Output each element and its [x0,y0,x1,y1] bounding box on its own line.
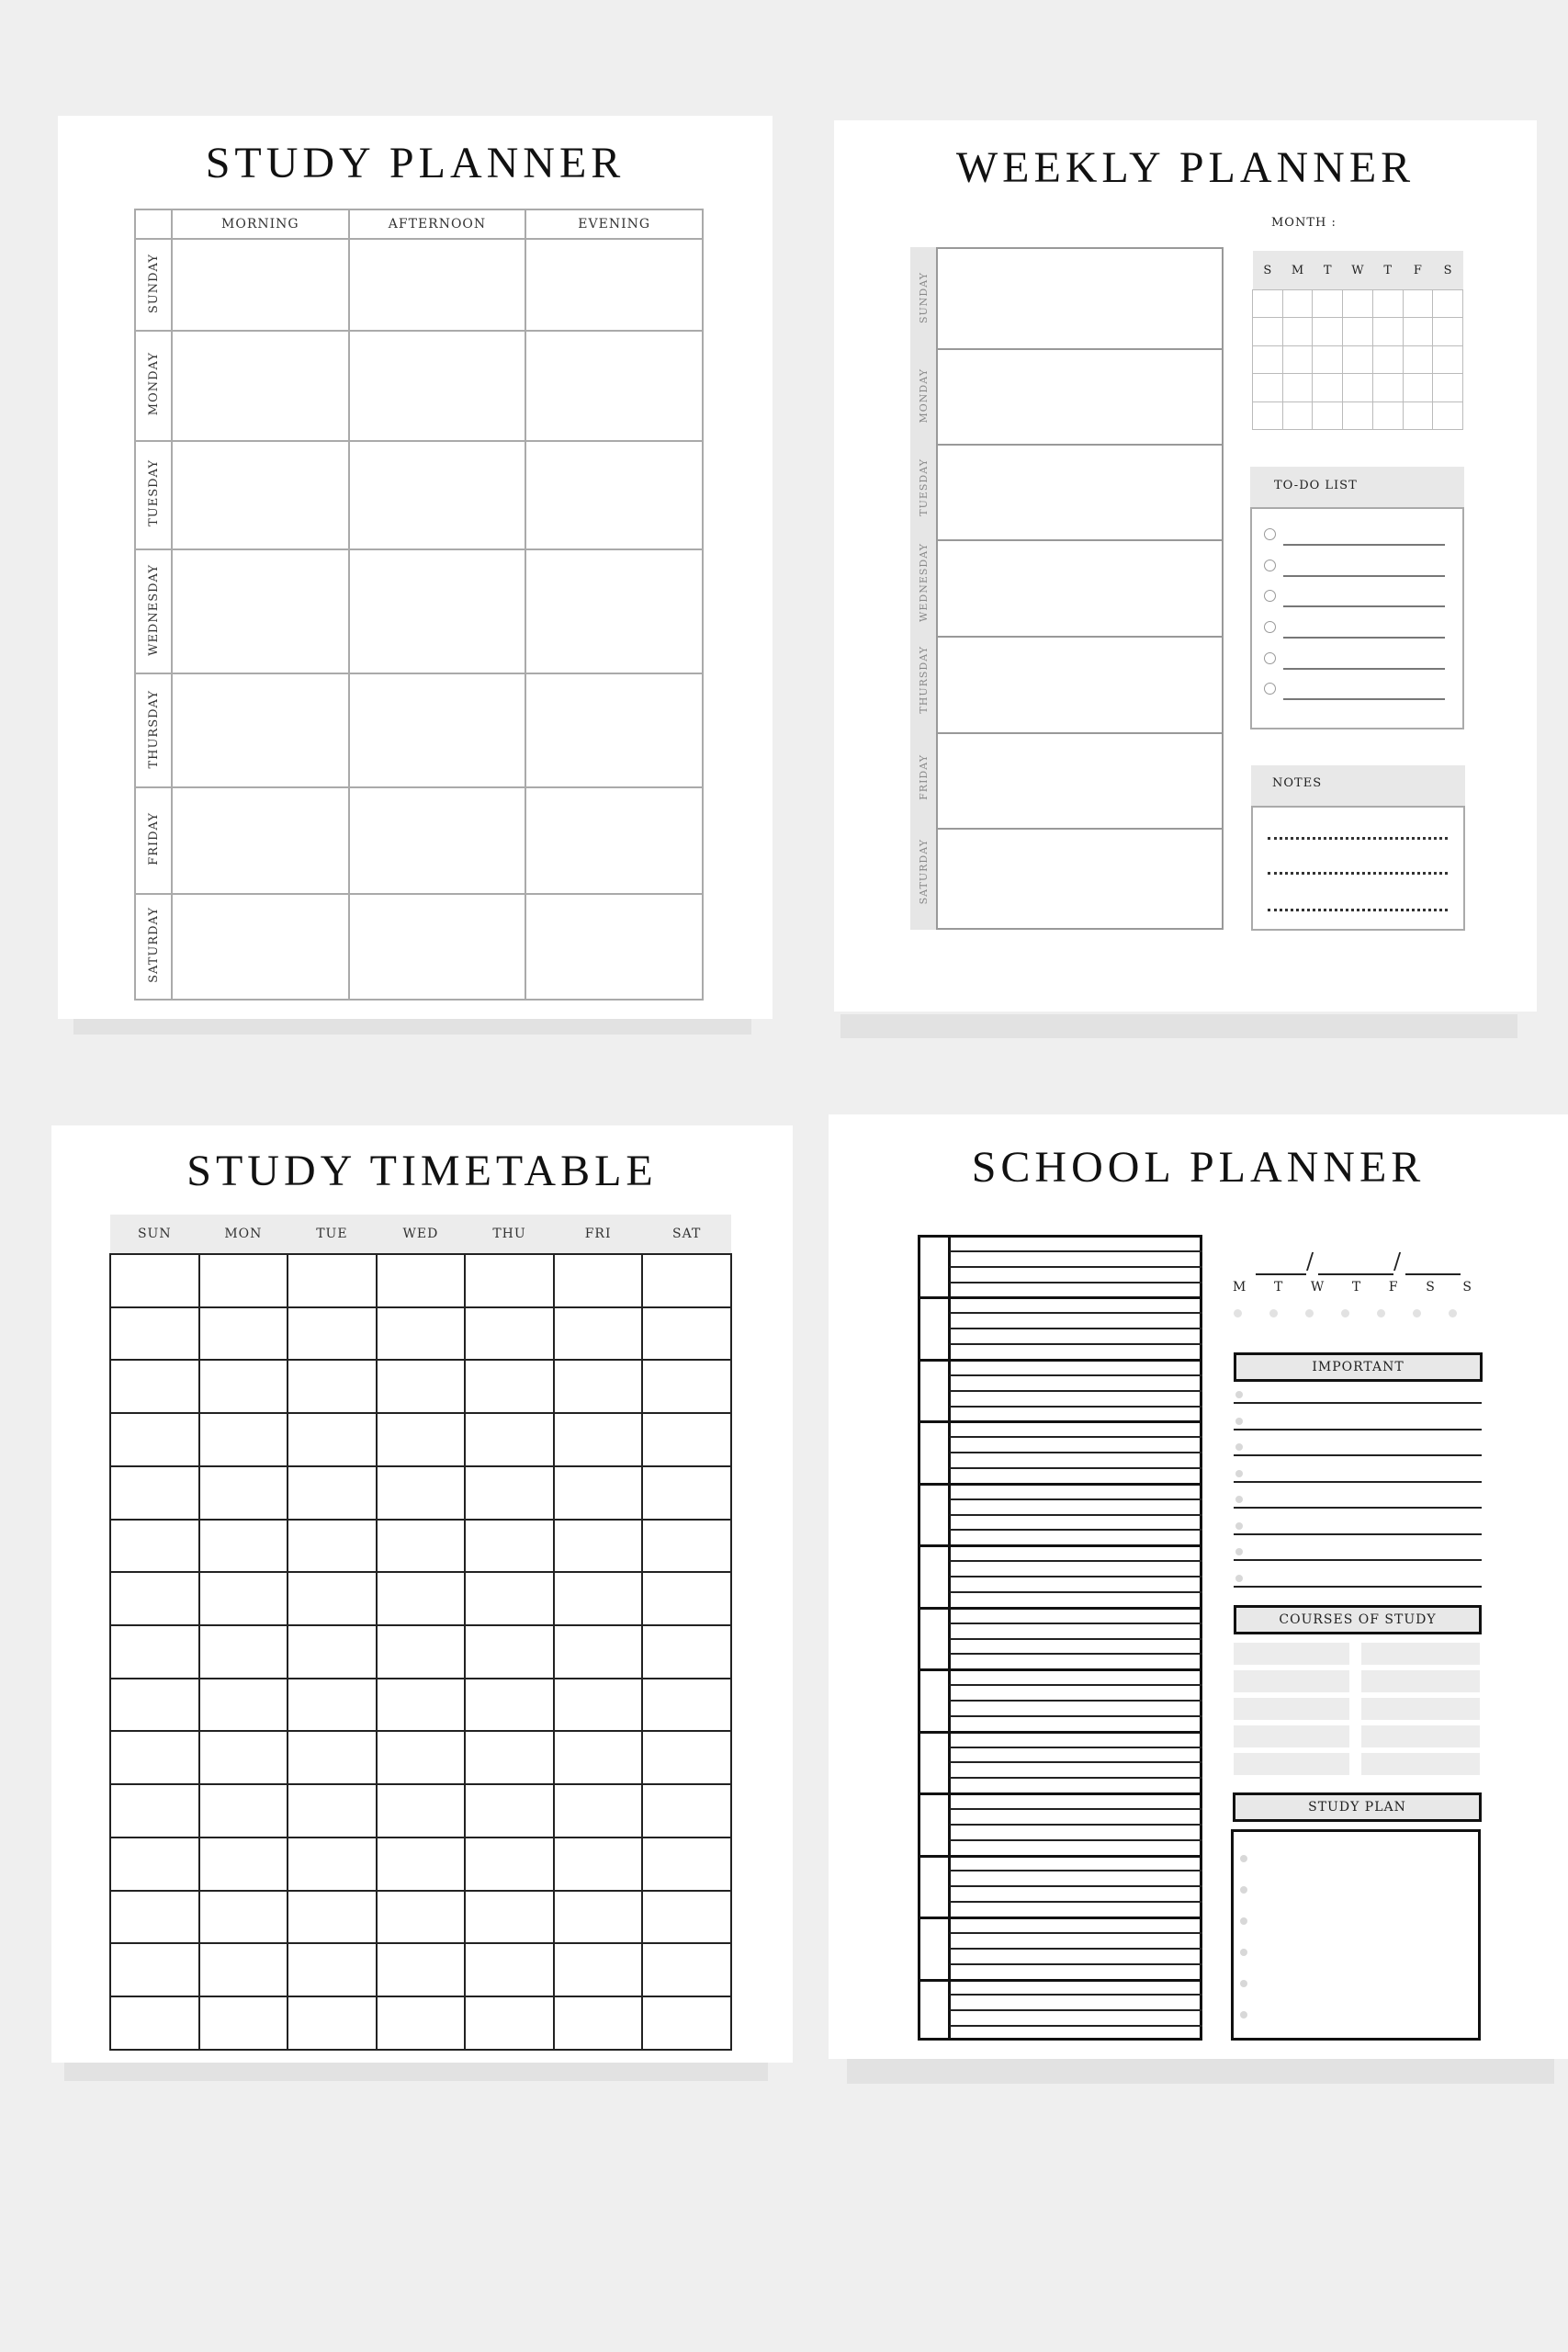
todo-checkbox[interactable] [1264,621,1276,633]
notes-label: NOTES [1272,776,1323,790]
weekly-planner-title: WEEKLY PLANNER [955,143,1416,192]
day-label: THURSDAY [146,689,161,769]
cell[interactable] [172,441,349,549]
cell[interactable] [525,787,703,893]
cell[interactable] [525,239,703,331]
cell[interactable] [525,673,703,787]
month-label: MONTH : [1271,216,1337,230]
weekday-letter: S [1426,1280,1435,1295]
study-plan-box[interactable] [1231,1829,1481,2041]
cell[interactable] [349,239,526,331]
col-header-wed: WED [377,1215,466,1254]
cell[interactable] [525,894,703,1000]
weekday-letter: T [1351,1280,1361,1295]
day-row [135,239,703,331]
school-planner-sheet [829,1114,1568,2059]
table-row [110,1996,731,2050]
day-label: WEDNESDAY [146,563,161,656]
day-label: SATURDAY [146,906,161,983]
cal-header: S [1433,251,1463,290]
cell[interactable] [172,239,349,331]
cell[interactable] [349,549,526,673]
day-label: FRIDAY [918,754,930,800]
weekday-bubble[interactable] [1377,1309,1385,1317]
school-planner-title: SCHOOL PLANNER [971,1143,1426,1192]
cell[interactable] [525,441,703,549]
day-row [135,331,703,440]
col-header-afternoon: AFTERNOON [349,209,526,239]
table-row [110,1254,731,1307]
cell[interactable] [525,549,703,673]
day-label: SUNDAY [918,272,930,324]
table-row [110,1891,731,1944]
day-label: TUESDAY [146,459,161,527]
todo-checkbox[interactable] [1264,590,1276,602]
study-planner-sheet [58,116,773,1019]
cell[interactable] [349,441,526,549]
date-separator: / [1393,1249,1402,1274]
date-separator: / [1306,1249,1314,1274]
day-row [135,894,703,1000]
cal-header: M [1282,251,1313,290]
weekday-bubble[interactable] [1449,1309,1457,1317]
weekday-bubble[interactable] [1305,1309,1314,1317]
cal-header: W [1343,251,1373,290]
course-field[interactable] [1234,1670,1349,1692]
todo-checkbox[interactable] [1264,683,1276,695]
courses-label: COURSES OF STUDY [1234,1605,1482,1634]
cell[interactable] [349,673,526,787]
table-row [110,1625,731,1679]
cell[interactable] [172,787,349,893]
weekday-bubble[interactable] [1341,1309,1349,1317]
cal-header: F [1403,251,1433,290]
table-row [110,1731,731,1784]
col-header-sun: SUN [110,1215,199,1254]
todo-checkbox[interactable] [1264,652,1276,664]
col-header-thu: THU [465,1215,554,1254]
course-field[interactable] [1234,1725,1349,1747]
cell[interactable] [349,331,526,440]
table-row [110,1307,731,1361]
col-header-tue: TUE [288,1215,377,1254]
day-label: TUESDAY [918,458,930,516]
course-field[interactable] [1234,1643,1349,1665]
day-label: FRIDAY [146,812,161,865]
study-planner-title: STUDY PLANNER [205,139,626,187]
notes-box[interactable] [1251,806,1465,931]
table-row [110,1784,731,1838]
day-label: SATURDAY [918,839,930,905]
weekday-letter: W [1310,1280,1325,1295]
table-row [110,1360,731,1413]
todo-checkbox[interactable] [1264,560,1276,571]
cell[interactable] [172,331,349,440]
table-row [110,1466,731,1520]
day-row [135,549,703,673]
weekday-letter: F [1388,1280,1398,1295]
course-field[interactable] [1361,1753,1480,1775]
day-label: SUNDAY [146,253,161,313]
cell[interactable] [172,894,349,1000]
col-header-mon: MON [199,1215,288,1254]
weekday-letter: M [1233,1280,1247,1295]
todo-label: TO-DO LIST [1274,479,1358,492]
table-row [110,1679,731,1732]
table-row [110,1572,731,1625]
mini-calendar [1252,251,1463,430]
day-row [135,787,703,893]
study-planner-grid [134,209,704,1001]
corner-cell [135,209,172,239]
day-row [135,673,703,787]
cell[interactable] [525,331,703,440]
col-header-evening: EVENING [525,209,703,239]
weekday-bubble[interactable] [1269,1309,1278,1317]
table-row [110,1943,731,1996]
table-row [110,1520,731,1573]
course-field[interactable] [1361,1725,1480,1747]
weekday-letter: T [1273,1280,1283,1295]
cal-header: T [1313,251,1343,290]
timetable-grid [109,1215,732,2051]
weekday-bubble[interactable] [1413,1309,1421,1317]
todo-box [1250,507,1464,729]
weekday-bubble[interactable] [1234,1309,1242,1317]
cell[interactable] [349,787,526,893]
day-row [135,441,703,549]
cal-header: T [1372,251,1403,290]
important-label: IMPORTANT [1234,1352,1483,1382]
col-header-sat: SAT [642,1215,731,1254]
col-header-morning: MORNING [172,209,349,239]
course-field[interactable] [1361,1670,1480,1692]
cell[interactable] [172,673,349,787]
study-plan-label: STUDY PLAN [1233,1792,1482,1822]
day-label: THURSDAY [918,646,930,714]
weekday-letter: S [1462,1280,1472,1295]
day-label: WEDNESDAY [918,543,930,622]
course-field[interactable] [1361,1698,1480,1720]
todo-checkbox[interactable] [1264,528,1276,540]
col-header-fri: FRI [554,1215,643,1254]
day-label: MONDAY [918,368,930,424]
course-field[interactable] [1361,1643,1480,1665]
course-field[interactable] [1234,1698,1349,1720]
weekly-planner-sheet [834,120,1537,1012]
table-row [110,1413,731,1466]
day-label: MONDAY [146,352,161,416]
weekday-row [1233,1280,1472,1298]
cell[interactable] [349,894,526,1000]
cal-header: S [1253,251,1283,290]
study-timetable-sheet [51,1125,793,2063]
table-row [110,1838,731,1891]
cell[interactable] [172,549,349,673]
course-field[interactable] [1234,1753,1349,1775]
study-timetable-title: STUDY TIMETABLE [186,1147,658,1195]
